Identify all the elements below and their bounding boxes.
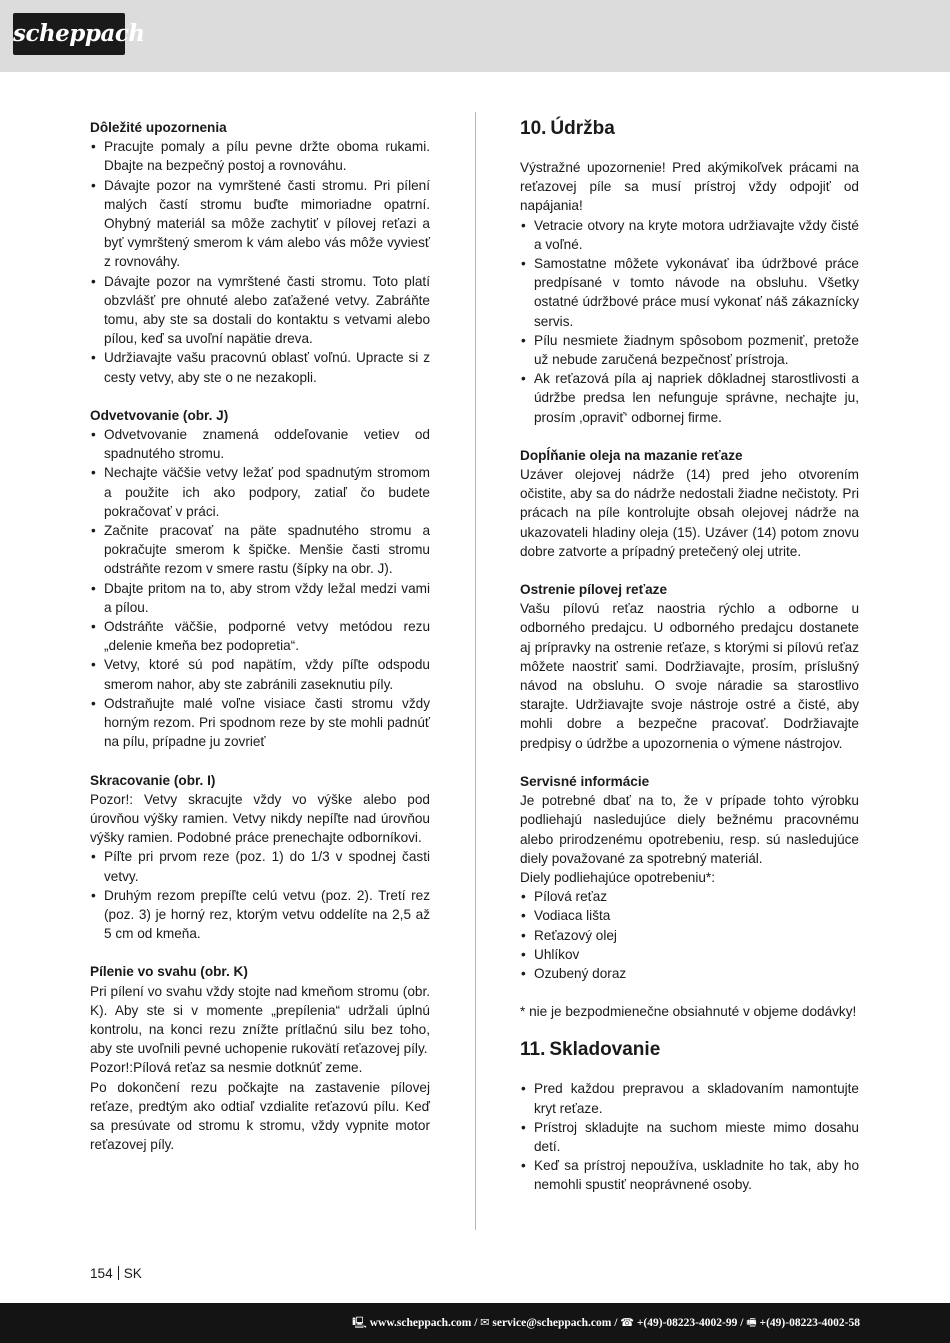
delimbing-list [90, 425, 430, 751]
footer-contact [352, 1303, 860, 1343]
list-item: • Druhým rezom prepíľte celú vetvu (poz. 2). Tretí rez (poz. 3) je horný rez, ktorým vetvu oddelíte na 2,5 až 5 cm od kmeňa. [90, 886, 430, 944]
list-item: • Odstráňte väčšie, podporné vetvy metódou rezu „delenie kmeňa bez podopretia“. [90, 617, 430, 655]
list-item: • Odvetvovanie znamená oddeľovanie vetiev od spadnutého stromu. [90, 425, 430, 463]
list-item: • Dávajte pozor na vymrštené časti stromu. Pri pílení malých častí stromu buďte mimoriadne opatrní. Ohybný materiál sa môže zachytiť v pílovej reťazi a byť vymrštený smerom k vám alebo vás môže vyviesť z rovnováhy. [90, 176, 430, 272]
wear-parts-label: Diely podliehajúce opotrebeniu*: [520, 869, 715, 885]
section-heading-maintenance [520, 118, 859, 140]
list-item: • Reťazový olej [520, 926, 859, 945]
maintenance-intro: Výstražné upozornenie! Pred akýmikoľvek prácami na reťazovej píle sa musí prístroj vždy odpojiť od napájania! [520, 160, 859, 214]
footer-separator: / [737, 1317, 747, 1329]
list-item: • Prístroj skladujte na suchom mieste mimo dosahu detí. [520, 1118, 859, 1156]
page-language: SK [123, 1266, 142, 1281]
storage-list [520, 1079, 859, 1194]
shortening-text: Pozor!: Vetvy skracujte vždy vo výške alebo pod úrovňou výšky ramien. Vetvy nikdy nepíľte nad úrovňou výšky ramien. Podobné práce prenechajte odborníkovi. [90, 791, 430, 846]
section-number: 11. [520, 1039, 546, 1061]
chain-sharpening-text: Vašu pílovú reťaz naostria rýchlo a odborne u odborného predajcu. U odborného predajcu dostanete aj prípravky na ostrenie reťaze, s ktorými si pílovú reťaz môžete naostriť sami. Dodržiavajte, prosím, príslušný návod na obsluhu. O svoje náradie sa starostlivo starajte. Udržiavajte svoje nástroje ostré a čisté, aby mohli dobre a bezpečne pracovať. Dodržiavajte predpisy o údržbe a upozornenia o výmene nástrojov. [520, 601, 859, 751]
list-item: • Píľte pri prvom reze (poz. 1) do 1/3 v spodnej časti vetvy. [90, 847, 430, 885]
list-item: • Pred každou prepravou a skladovaním namontujte kryt reťaze. [520, 1079, 859, 1117]
footer-separator: / [471, 1317, 481, 1329]
shortening-list [90, 847, 430, 943]
section-title-important-notes: Dôležité upozornenia [90, 120, 227, 135]
list-item: • Vetracie otvory na kryte motora udržiavajte vždy čisté a voľné. [520, 216, 859, 254]
left-column [90, 118, 430, 1154]
page-number-separator [118, 1266, 119, 1280]
list-item: • Ak reťazová píla aj napriek dôkladnej starostlivosti a údržbe predsa len nefunguje správne, nechajte ju, prosím ‚opraviť‘ odbornej firme. [520, 369, 859, 427]
oil-refill-text: Uzáver olejovej nádrže (14) pred jeho otvorením očistite, aby sa do nádrže nedostali žiadne nečistoty. Pri prácach na píle kontrolujte obsah olejovej nádrže na ukazovateli hladiny oleja (15). Uzáver (14) potom znovu dobre zatvorte a prípadný pretečený olej utrite. [520, 467, 859, 559]
footer-email-link[interactable]: service@scheppach.com [492, 1317, 612, 1329]
list-item: • Vodiaca lišta [520, 906, 859, 925]
column-divider [475, 112, 476, 1230]
page-number-value: 154 [90, 1266, 113, 1281]
list-item: • Udržiavajte vašu pracovnú oblasť voľnú. Upracte si z cesty vetvy, aby ste o ne nezakopli. [90, 348, 430, 386]
footnote: * nie je bezpodmienečne obsiahnuté v objeme dodávky! [520, 1004, 857, 1020]
footer-website-link[interactable]: www.scheppach.com [369, 1317, 472, 1329]
section-title-delimbing: Odvetvovanie (obr. J) [90, 407, 229, 423]
fax-icon: 🖷 [746, 1316, 757, 1329]
list-item: • Ozubený doraz [520, 964, 859, 983]
list-item: • Odstraňujte malé voľne visiace časti stromu vždy horným rezom. Pri spodnom reze by ste mohli padnúť na pílu, prípadne ju zovrieť [90, 694, 430, 752]
section-title-shortening: Skracovanie (obr. I) [90, 772, 216, 788]
page-header [0, 0, 950, 72]
section-heading-text: Údržba [550, 118, 615, 139]
page-number [90, 1265, 142, 1283]
section-title-chain-sharpening: Ostrenie pílovej reťaze [520, 582, 668, 598]
wear-parts-list [520, 887, 859, 983]
footer-separator: / [611, 1317, 621, 1329]
important-notes-list [90, 137, 430, 387]
envelope-icon: ✉ [480, 1316, 490, 1329]
section-heading-text: Skladovanie [549, 1039, 661, 1061]
list-item: • Dbajte pritom na to, aby strom vždy ležal medzi vami a pílou. [90, 579, 430, 617]
list-item: • Uhlíkov [520, 945, 859, 964]
list-item: • Dávajte pozor na vymrštené časti stromu. Toto platí obzvlášť pre ohnuté alebo zaťažené vetvy. Zabráňte tomu, aby ste sa dostali do kontaktu s vetvami alebo pílou, keď sa uvoľní napätie dreva. [90, 272, 430, 349]
section-number: 10. [520, 118, 547, 139]
phone-icon: ☎ [620, 1316, 634, 1329]
list-item: • Pílová reťaz [520, 887, 859, 906]
list-item: • Pracujte pomaly a pílu pevne držte oboma rukami. Dbajte na bezpečný postoj a rovnováhu. [90, 137, 430, 175]
slope-cutting-text-2: Pozor!:Pílová reťaz sa nesmie dotknúť zeme. [90, 1060, 363, 1076]
computer-icon: 🖳 [352, 1316, 367, 1329]
list-item: • Nechajte väčšie vetvy ležať pod spadnutým stromom a použite ich ako podpory, zatiaľ čo budete pokračovať v práci. [90, 463, 430, 521]
service-info-text: Je potrebné dbať na to, že v prípade tohto výrobku podliehajú nasledujúce diely bežnému pracovnému alebo prirodzenému opotrebeniu, resp. sú nasledujúce diely považované za spotrebný materiál. [520, 793, 859, 866]
section-title-slope-cutting: Pílenie vo svahu (obr. K) [90, 964, 248, 980]
right-column [520, 118, 859, 1195]
slope-cutting-text-1: Pri pílení vo svahu vždy stojte nad kmeňom stromu (obr. K). Aby ste si v momente „prepílenia“ udržali úplnú kontrolu, na konci rezu znížte prítlačnú silu bez toho, aby ste uvoľnili pevné uchopenie rukovätí reťazovej píly. [90, 983, 430, 1057]
list-item: • Vetvy, ktoré sú pod napätím, vždy píľte odspodu smerom nahor, aby ste zabránili zaseknutiu píly. [90, 655, 430, 693]
page-footer [0, 1303, 950, 1343]
section-title-service-info: Servisné informácie [520, 773, 650, 789]
slope-cutting-text-3: Po dokončení rezu počkajte na zastavenie pílovej reťaze, predtým ako odtiaľ vzdialite reťazovú pílu. Keď sa presúvate od stromu k stromu, vždy vypnite motor reťazovej píly. [90, 1079, 430, 1153]
list-item: • Začnite pracovať na päte spadnutého stromu a pokračujte smerom k špičke. Menšie časti stromu odstráňte rezom v smere rastu (šípky na obr. J). [90, 521, 430, 579]
section-heading-storage [520, 1039, 859, 1061]
list-item: • Pílu nesmiete žiadnym spôsobom pozmeniť, pretože už nebude zaručená bezpečnosť prístroja. [520, 331, 859, 369]
scheppach-logo: scheppach [13, 13, 125, 55]
section-title-oil-refill: Dopĺňanie oleja na mazanie reťaze [520, 447, 743, 463]
list-item: • Samostatne môžete vykonávať iba údržbové práce predpísané v tomto návode na obsluhu. Všetky ostatné údržbové práce musí vykonať náš zákaznícky servis. [520, 254, 859, 331]
footer-fax: +(49)-08223-4002-58 [759, 1317, 860, 1329]
list-item: • Keď sa prístroj nepoužíva, uskladnite ho tak, aby ho nemohli spustiť neoprávnené osoby. [520, 1156, 859, 1194]
footer-phone: +(49)-08223-4002-99 [636, 1317, 738, 1329]
maintenance-list [520, 216, 859, 427]
